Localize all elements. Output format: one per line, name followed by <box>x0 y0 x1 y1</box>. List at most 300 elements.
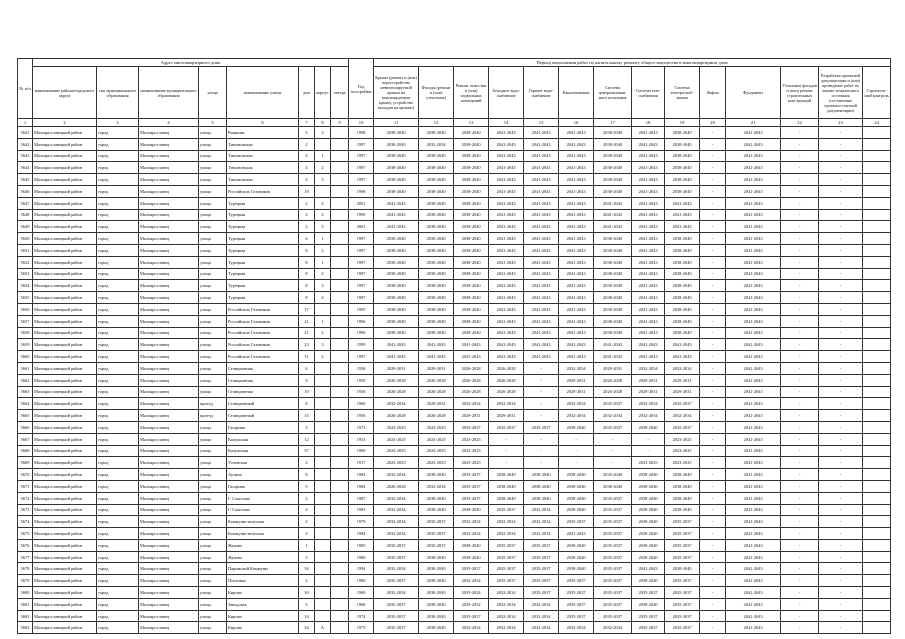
table-cell: 2041-2043 <box>524 197 559 209</box>
table-cell: 2032-2034 <box>454 575 489 587</box>
table-cell: Коммунистическая <box>227 528 299 540</box>
table-cell: 2041-2043 <box>726 197 781 209</box>
table-cell: улица <box>199 174 227 186</box>
table-cell: 5658 <box>18 327 33 339</box>
table-cell: 2041-2043 <box>594 339 632 351</box>
table-cell: 1998 <box>349 185 374 197</box>
table-cell: 2038-2040 <box>374 138 419 150</box>
column-header: корпус <box>315 67 331 119</box>
table-cell: город <box>97 539 139 551</box>
table-cell: - <box>700 339 726 351</box>
table-cell: - <box>700 303 726 315</box>
table-cell <box>331 292 349 304</box>
table-cell <box>863 374 891 386</box>
table-cell <box>863 351 891 363</box>
table-cell: 5659 <box>18 339 33 351</box>
table-cell: 2041-2043 <box>489 292 524 304</box>
table-cell: город <box>97 433 139 445</box>
table-cell: Малоярославец <box>139 351 199 363</box>
table-cell: - <box>781 197 819 209</box>
table-cell: 1987 <box>349 492 374 504</box>
table-cell: 2041-2043 <box>559 150 594 162</box>
table-cell: - <box>700 587 726 599</box>
table-row <box>18 292 891 304</box>
table-cell: 1980 <box>349 575 374 587</box>
table-cell: - <box>700 209 726 221</box>
table-cell: 1997 <box>349 233 374 245</box>
table-cell: - <box>819 563 863 575</box>
table-cell: 8 <box>299 268 315 280</box>
column-header: дом <box>299 67 315 119</box>
table-cell: 2035-2037 <box>489 504 524 516</box>
table-cell: 2032-2034 <box>374 528 419 540</box>
table-cell: Жукова <box>227 551 299 563</box>
column-header: улица <box>199 67 227 119</box>
table-cell: 5657 <box>18 315 33 327</box>
table-cell: - <box>781 327 819 339</box>
table-cell: - <box>781 539 819 551</box>
table-cell: 2041-2043 <box>489 244 524 256</box>
table-cell: улица <box>199 457 227 469</box>
table-cell: 2041-2043 <box>726 528 781 540</box>
table-cell: - <box>781 244 819 256</box>
table-cell: А <box>315 622 331 634</box>
column-header: Ремонт отмостки и (или) подвальных помещений <box>454 67 489 119</box>
table-cell: 1997 <box>349 268 374 280</box>
table-cell: Малоярославецкий район <box>33 362 97 374</box>
table-cell: - <box>524 374 559 386</box>
table-cell: 2041-2043 <box>726 563 781 575</box>
table-cell <box>331 138 349 150</box>
table-cell: 2038-2040 <box>419 185 454 197</box>
table-cell: Рыжкова <box>227 127 299 139</box>
table-cell: Кирова <box>227 622 299 634</box>
table-cell: Малоярославецкий район <box>33 598 97 610</box>
table-cell: 2041-2043 <box>665 351 700 363</box>
table-cell: 1999 <box>349 339 374 351</box>
table-cell: 2035-2037 <box>559 598 594 610</box>
table-cell: 2038-2040 <box>559 539 594 551</box>
column-header: наименование улицы <box>227 67 299 119</box>
table-cell: 2032-2034 <box>454 528 489 540</box>
table-cell: 2035-2037 <box>594 421 632 433</box>
table-cell: Малоярославецкий район <box>33 610 97 622</box>
table-cell: 5642 <box>18 138 33 150</box>
table-cell: 2032-2034 <box>489 598 524 610</box>
table-cell: 2041-2043 <box>524 233 559 245</box>
table-cell: 2038-2040 <box>454 303 489 315</box>
column-number: 11 <box>374 119 419 127</box>
table-cell: - <box>700 280 726 292</box>
table-cell: 1996 <box>349 327 374 339</box>
table-cell: 2041-2043 <box>374 351 419 363</box>
table-cell: 23 <box>299 339 315 351</box>
column-header: Горячее водо-снабжение <box>524 67 559 119</box>
table-cell: - <box>819 327 863 339</box>
table-cell: 2001 <box>349 221 374 233</box>
table-cell: 2041-2043 <box>489 197 524 209</box>
table-cell: 2029-2031 <box>419 398 454 410</box>
table-cell: - <box>781 587 819 599</box>
table-cell: 2029-2032 <box>454 598 489 610</box>
table-cell: 2041-2043 <box>489 351 524 363</box>
table-cell: 2035-2037 <box>524 539 559 551</box>
table-cell: 2041-2043 <box>524 209 559 221</box>
column-header: Система централизован-ного отопления <box>594 67 632 119</box>
table-cell: 2041-2043 <box>726 421 781 433</box>
table-cell: 2041-2043 <box>665 209 700 221</box>
table-cell: 10 <box>299 386 315 398</box>
table-cell <box>331 209 349 221</box>
table-cell <box>331 492 349 504</box>
table-cell: 2041-2043 <box>632 303 665 315</box>
table-cell: 2035-2037 <box>594 575 632 587</box>
table-cell: 5661 <box>18 362 33 374</box>
table-cell: - <box>819 256 863 268</box>
table-cell: 2032-2034 <box>489 528 524 540</box>
table-cell: 2038-2040 <box>665 233 700 245</box>
table-cell: - <box>819 539 863 551</box>
table-cell: 2041-2043 <box>524 303 559 315</box>
table-cell: 2032-2034 <box>454 516 489 528</box>
table-cell: - <box>819 150 863 162</box>
table-cell: 2035-2037 <box>374 551 419 563</box>
table-cell <box>331 610 349 622</box>
table-row <box>18 410 891 422</box>
table-cell: Малоярославец <box>139 587 199 599</box>
table-cell: 5682 <box>18 610 33 622</box>
table-cell: город <box>97 185 139 197</box>
table-cell: 2041-2043 <box>559 174 594 186</box>
table-cell: Малоярославецкий район <box>33 244 97 256</box>
table-cell: улица <box>199 587 227 599</box>
table-cell: город <box>97 622 139 634</box>
table-cell: - <box>781 610 819 622</box>
table-cell: Малоярославец <box>139 398 199 410</box>
column-number: 9 <box>331 119 349 127</box>
table-cell: - <box>594 445 632 457</box>
table-cell <box>331 127 349 139</box>
table-cell <box>331 539 349 551</box>
table-cell: 2041-2043 <box>524 268 559 280</box>
table-cell: 2041-2043 <box>726 127 781 139</box>
table-cell: 2038-2040 <box>665 268 700 280</box>
table-cell: Турецкая <box>227 256 299 268</box>
table-cell: 2041-2043 <box>726 516 781 528</box>
table-cell: 2038-2040 <box>374 280 419 292</box>
table-cell: 2041-2043 <box>594 351 632 363</box>
table-cell: 2038-2040 <box>665 150 700 162</box>
table-cell: - <box>781 280 819 292</box>
table-cell: 2032-2034 <box>559 622 594 634</box>
table-cell: 2041-2043 <box>726 256 781 268</box>
table-cell: 2035-2037 <box>374 575 419 587</box>
table-cell: 2038-2040 <box>374 127 419 139</box>
table-cell: 2038-2040 <box>632 551 665 563</box>
column-header: Лифты <box>700 67 726 119</box>
table-cell: 5650 <box>18 233 33 245</box>
table-cell: 3 <box>315 174 331 186</box>
table-cell: 2041-2043 <box>489 185 524 197</box>
table-cell: 2038-2040 <box>559 492 594 504</box>
table-cell: - <box>700 469 726 481</box>
table-cell <box>331 221 349 233</box>
table-cell: 2038-2040 <box>559 421 594 433</box>
table-cell: 2041-2043 <box>419 339 454 351</box>
table-cell: улица <box>199 480 227 492</box>
table-cell: 1 <box>315 315 331 327</box>
table-cell: 1979 <box>349 516 374 528</box>
column-header: Холодное водо-снабжение <box>489 67 524 119</box>
table-cell: 2041-2043 <box>524 256 559 268</box>
table-cell: 2038-2040 <box>594 280 632 292</box>
table-cell: 2035-2037 <box>419 528 454 540</box>
table-cell: - <box>700 457 726 469</box>
table-cell <box>863 539 891 551</box>
table-cell: 2041-2043 <box>559 185 594 197</box>
table-cell: 2035-2037 <box>374 539 419 551</box>
table-cell: 1995 <box>349 303 374 315</box>
table-cell: 2038-2040 <box>632 504 665 516</box>
table-cell: 2038-2040 <box>594 162 632 174</box>
table-cell: Г. Соколова <box>227 492 299 504</box>
table-cell: 2035-2037 <box>594 551 632 563</box>
table-cell: 2038-2040 <box>489 492 524 504</box>
table-cell: 2041-2043 <box>726 292 781 304</box>
table-row <box>18 351 891 363</box>
table-cell: 2038-2040 <box>594 268 632 280</box>
table-cell: улица <box>199 445 227 457</box>
table-cell: 2035-2037 <box>524 421 559 433</box>
table-cell: 2041-2043 <box>726 221 781 233</box>
table-cell: 2032-2034 <box>632 398 665 410</box>
table-cell: - <box>524 386 559 398</box>
table-cell <box>863 303 891 315</box>
table-cell: Малоярославец <box>139 575 199 587</box>
table-cell: Малоярославецкий район <box>33 127 97 139</box>
table-cell: Малоярославец <box>139 480 199 492</box>
table-cell: 2041-2043 <box>489 174 524 186</box>
table-cell <box>315 362 331 374</box>
table-cell: 5681 <box>18 598 33 610</box>
table-cell: 2041-2043 <box>524 327 559 339</box>
column-number: 21 <box>726 119 781 127</box>
table-cell: 5641 <box>18 127 33 139</box>
table-row <box>18 209 891 221</box>
table-cell: улица <box>199 551 227 563</box>
table-cell: 2029-2031 <box>632 374 665 386</box>
table-cell: 2041-2043 <box>726 480 781 492</box>
table-cell: - <box>819 575 863 587</box>
table-cell: 5680 <box>18 587 33 599</box>
table-cell: 2032-2034 <box>454 622 489 634</box>
table-cell: 2035-2037 <box>594 563 632 575</box>
table-cell: - <box>781 292 819 304</box>
table-cell: 2041-2043 <box>632 256 665 268</box>
table-cell: Малоярославец <box>139 280 199 292</box>
table-cell: 2038-2040 <box>454 551 489 563</box>
table-cell <box>331 197 349 209</box>
table-cell: 5643 <box>18 150 33 162</box>
table-cell: Малоярославец <box>139 127 199 139</box>
table-cell: 5 <box>299 421 315 433</box>
table-cell: 2041-2043 <box>632 127 665 139</box>
table-cell: 2026-2028 <box>374 386 419 398</box>
table-cell: 2038-2040 <box>419 504 454 516</box>
table-cell: 2038-2040 <box>665 280 700 292</box>
table-cell: улица <box>199 528 227 540</box>
table-cell: 2023-2025 <box>374 457 419 469</box>
table-cell: - <box>781 480 819 492</box>
table-cell: Малоярославецкий район <box>33 528 97 540</box>
table-cell: 2041-2043 <box>454 351 489 363</box>
table-cell: 2035-2037 <box>489 421 524 433</box>
table-cell: - <box>781 598 819 610</box>
table-cell: 1984 <box>349 528 374 540</box>
table-cell: 1984 <box>349 469 374 481</box>
table-cell: 2041-2043 <box>489 303 524 315</box>
table-cell: 2035-2037 <box>594 516 632 528</box>
table-cell <box>863 516 891 528</box>
table-cell <box>331 598 349 610</box>
table-cell: - <box>781 469 819 481</box>
table-cell: - <box>700 480 726 492</box>
table-cell: 2041-2043 <box>489 315 524 327</box>
table-cell: - <box>781 174 819 186</box>
table-cell: Малоярославец <box>139 244 199 256</box>
table-cell: Малоярославецкий район <box>33 622 97 634</box>
table-cell: 2038-2040 <box>374 162 419 174</box>
table-cell: 2038-2040 <box>454 221 489 233</box>
table-cell <box>331 327 349 339</box>
table-cell: Малоярославецкий район <box>33 492 97 504</box>
table-cell: 2 <box>315 268 331 280</box>
table-cell: 1953 <box>349 433 374 445</box>
table-cell: 21 <box>299 315 315 327</box>
table-cell: 2038-2040 <box>419 256 454 268</box>
table-cell: 2041-2043 <box>726 433 781 445</box>
table-cell: улица <box>199 504 227 516</box>
table-row <box>18 457 891 469</box>
table-cell: 2041-2043 <box>665 221 700 233</box>
table-cell: 2032-2034 <box>665 410 700 422</box>
column-number: 12 <box>419 119 454 127</box>
table-cell: Российских Газовиков <box>227 185 299 197</box>
table-cell: 2041-2043 <box>726 575 781 587</box>
table-cell: 2032-2034 <box>559 398 594 410</box>
table-cell: город <box>97 292 139 304</box>
table-cell: - <box>781 504 819 516</box>
table-cell: 2035-2037 <box>489 539 524 551</box>
table-cell <box>331 457 349 469</box>
table-cell: 2038-2040 <box>454 244 489 256</box>
table-cell: - <box>819 280 863 292</box>
table-cell <box>331 362 349 374</box>
table-row <box>18 433 891 445</box>
table-cell: улица <box>199 374 227 386</box>
table-cell: 2038-2040 <box>419 268 454 280</box>
table-cell: 1996 <box>349 315 374 327</box>
table-cell: улица <box>199 563 227 575</box>
table-cell: 2035-2037 <box>665 575 700 587</box>
table-cell: 2038-2040 <box>594 303 632 315</box>
table-cell: 2038-2040 <box>665 185 700 197</box>
table-cell <box>863 268 891 280</box>
table-cell: 2038-2040 <box>454 127 489 139</box>
table-cell: 2041-2043 <box>632 292 665 304</box>
table-cell: 2032-2034 <box>524 622 559 634</box>
table-row <box>18 303 891 315</box>
table-cell: улица <box>199 209 227 221</box>
table-cell: Малоярославецкий район <box>33 303 97 315</box>
table-cell: 5 <box>299 127 315 139</box>
table-cell: 4 <box>299 162 315 174</box>
table-cell: 2041-2043 <box>632 244 665 256</box>
program-table-sheet <box>17 58 890 631</box>
table-cell: - <box>819 457 863 469</box>
table-cell: 2026-2028 <box>489 386 524 398</box>
table-cell: Малоярославец <box>139 551 199 563</box>
table-cell: 4 <box>315 197 331 209</box>
table-cell: Малоярославец <box>139 445 199 457</box>
table-cell: 17 <box>299 303 315 315</box>
table-cell: улица <box>199 598 227 610</box>
table-cell: 2038-2040 <box>454 327 489 339</box>
table-cell: 2041-2043 <box>632 162 665 174</box>
table-cell <box>863 362 891 374</box>
table-cell: 1959 <box>349 374 374 386</box>
table-cell: 2041-2043 <box>726 469 781 481</box>
table-cell: 4 <box>299 174 315 186</box>
table-cell: - <box>524 410 559 422</box>
table-cell: 2035-2037 <box>594 598 632 610</box>
table-cell: - <box>700 150 726 162</box>
table-cell: 1969 <box>349 587 374 599</box>
table-row <box>18 174 891 186</box>
table-cell: 2038-2040 <box>489 469 524 481</box>
table-row <box>18 516 891 528</box>
table-cell <box>315 539 331 551</box>
table-cell: 1 <box>299 539 315 551</box>
table-cell: 2032-2034 <box>374 516 419 528</box>
table-cell: улица <box>199 492 227 504</box>
table-cell: 2038-2040 <box>419 127 454 139</box>
table-cell: 2041-2043 <box>726 268 781 280</box>
table-cell: город <box>97 398 139 410</box>
table-cell: 2038-2040 <box>419 150 454 162</box>
table-cell: 2038-2040 <box>665 315 700 327</box>
table-cell: 2041-2043 <box>559 127 594 139</box>
table-cell: - <box>700 539 726 551</box>
column-header: Фундамент <box>726 67 781 119</box>
table-cell: Станционная <box>227 362 299 374</box>
table-cell: - <box>819 528 863 540</box>
table-cell <box>315 504 331 516</box>
table-cell: - <box>819 421 863 433</box>
table-cell <box>331 268 349 280</box>
table-cell: 2 <box>315 244 331 256</box>
table-cell: 2038-2040 <box>665 563 700 575</box>
table-cell: - <box>819 622 863 634</box>
table-row <box>18 587 891 599</box>
table-cell: 2041-2043 <box>489 127 524 139</box>
table-cell: Малоярославец <box>139 185 199 197</box>
table-cell: 2041-2043 <box>726 280 781 292</box>
table-cell: 2 <box>299 138 315 150</box>
table-cell: 2032-2034 <box>454 398 489 410</box>
table-cell <box>863 339 891 351</box>
table-cell: Малоярославецкий район <box>33 339 97 351</box>
